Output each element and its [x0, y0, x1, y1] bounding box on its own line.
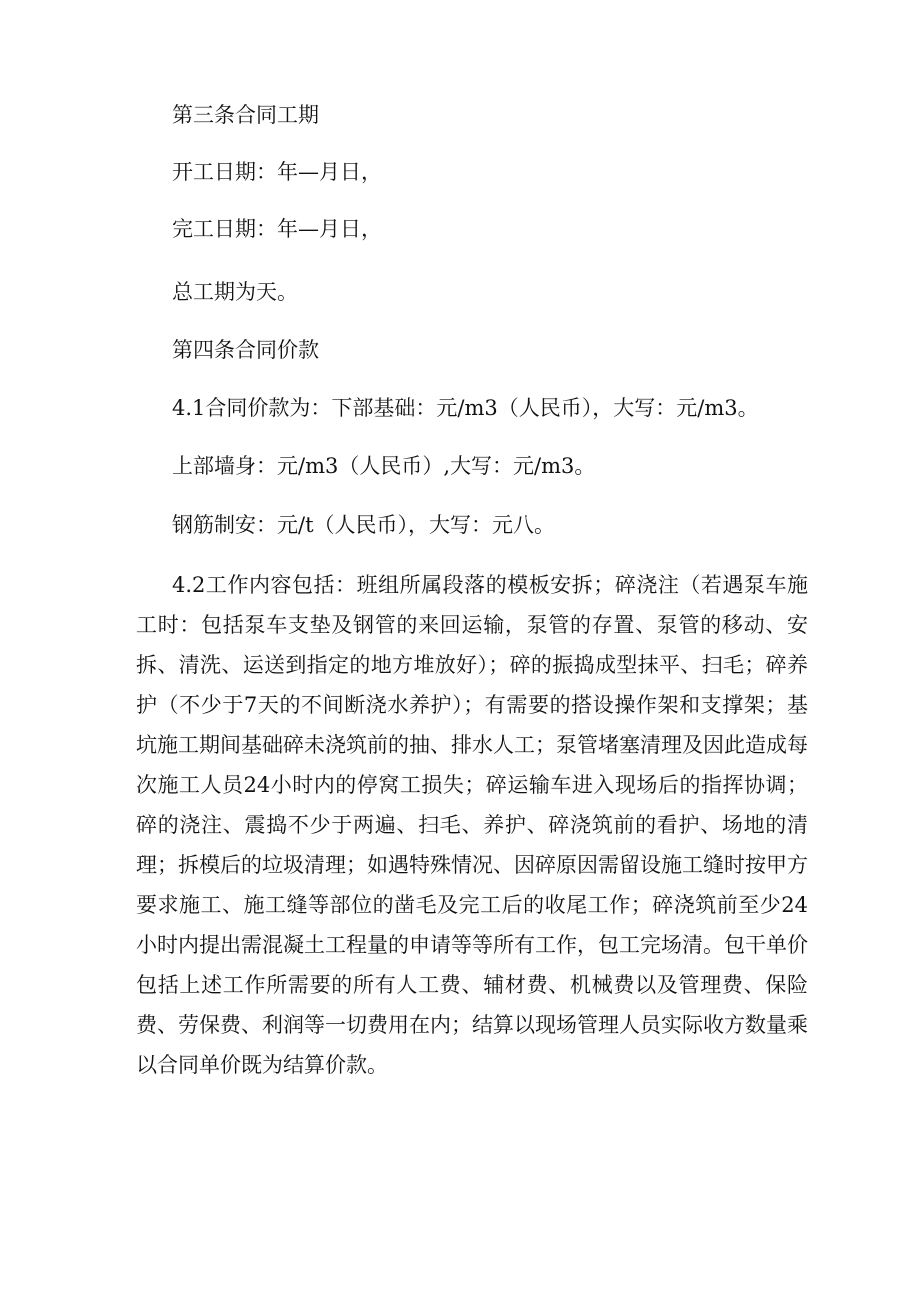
start-date-line: 开工日期：年—月日， [172, 160, 382, 184]
price-line-rebar: 钢筋制安：元/t（人民币），大写：元八。 [172, 513, 556, 537]
section-heading-3: 第三条合同工期 [172, 103, 319, 127]
total-period-line: 总工期为天。 [172, 280, 298, 304]
section-heading-4: 第四条合同价款 [172, 338, 319, 362]
end-date-line: 完工日期：年—月日， [172, 217, 382, 241]
price-line-foundation: 4.1合同价款为：下部基础：元/m3（人民币），大写：元/m3。 [172, 396, 759, 420]
work-scope-paragraph: 4.2工作内容包括：班组所属段落的模板安拆；碎浇注（若遇泵车施工时：包括泵车支垫及钢管的来回运输，泵管的存置、泵管的移动、安拆、清洗、运送到指定的地方堆放好）；碎的振捣成型抹平、扫毛；碎养护（不少于7天的不间断浇水养护）；有需要的搭设操作架和支撑架；基坑施工期间基础碎未浇筑前的抽、排水人工；泵管堵塞清理及因此造成每次施工人员24小时内的停窝工损失；碎运输车进入现场后的指挥协调；碎的浇注、震捣不少于两遍、扫毛、养护、碎浇筑前的看护、场地的清理；拆模后的垃圾清理；如遇特殊情况、因碎原因需留设施工缝时按甲方要求施工、施工缝等部位的凿毛及完工后的收尾工作；碎浇筑前至少24小时内提出需混凝土工程量的申请等等所有工作，包工完场清。包干单价包括上述工作所需要的所有人工费、辅材费、机械费以及管理费、保险费、劳保费、利润等一切费用在内；结算以现场管理人员实际收方数量乘以合同单价既为结算价款。 [136, 573, 808, 1077]
price-line-wall: 上部墙身：元/m3（人民币）,大写：元/m3。 [172, 454, 596, 478]
